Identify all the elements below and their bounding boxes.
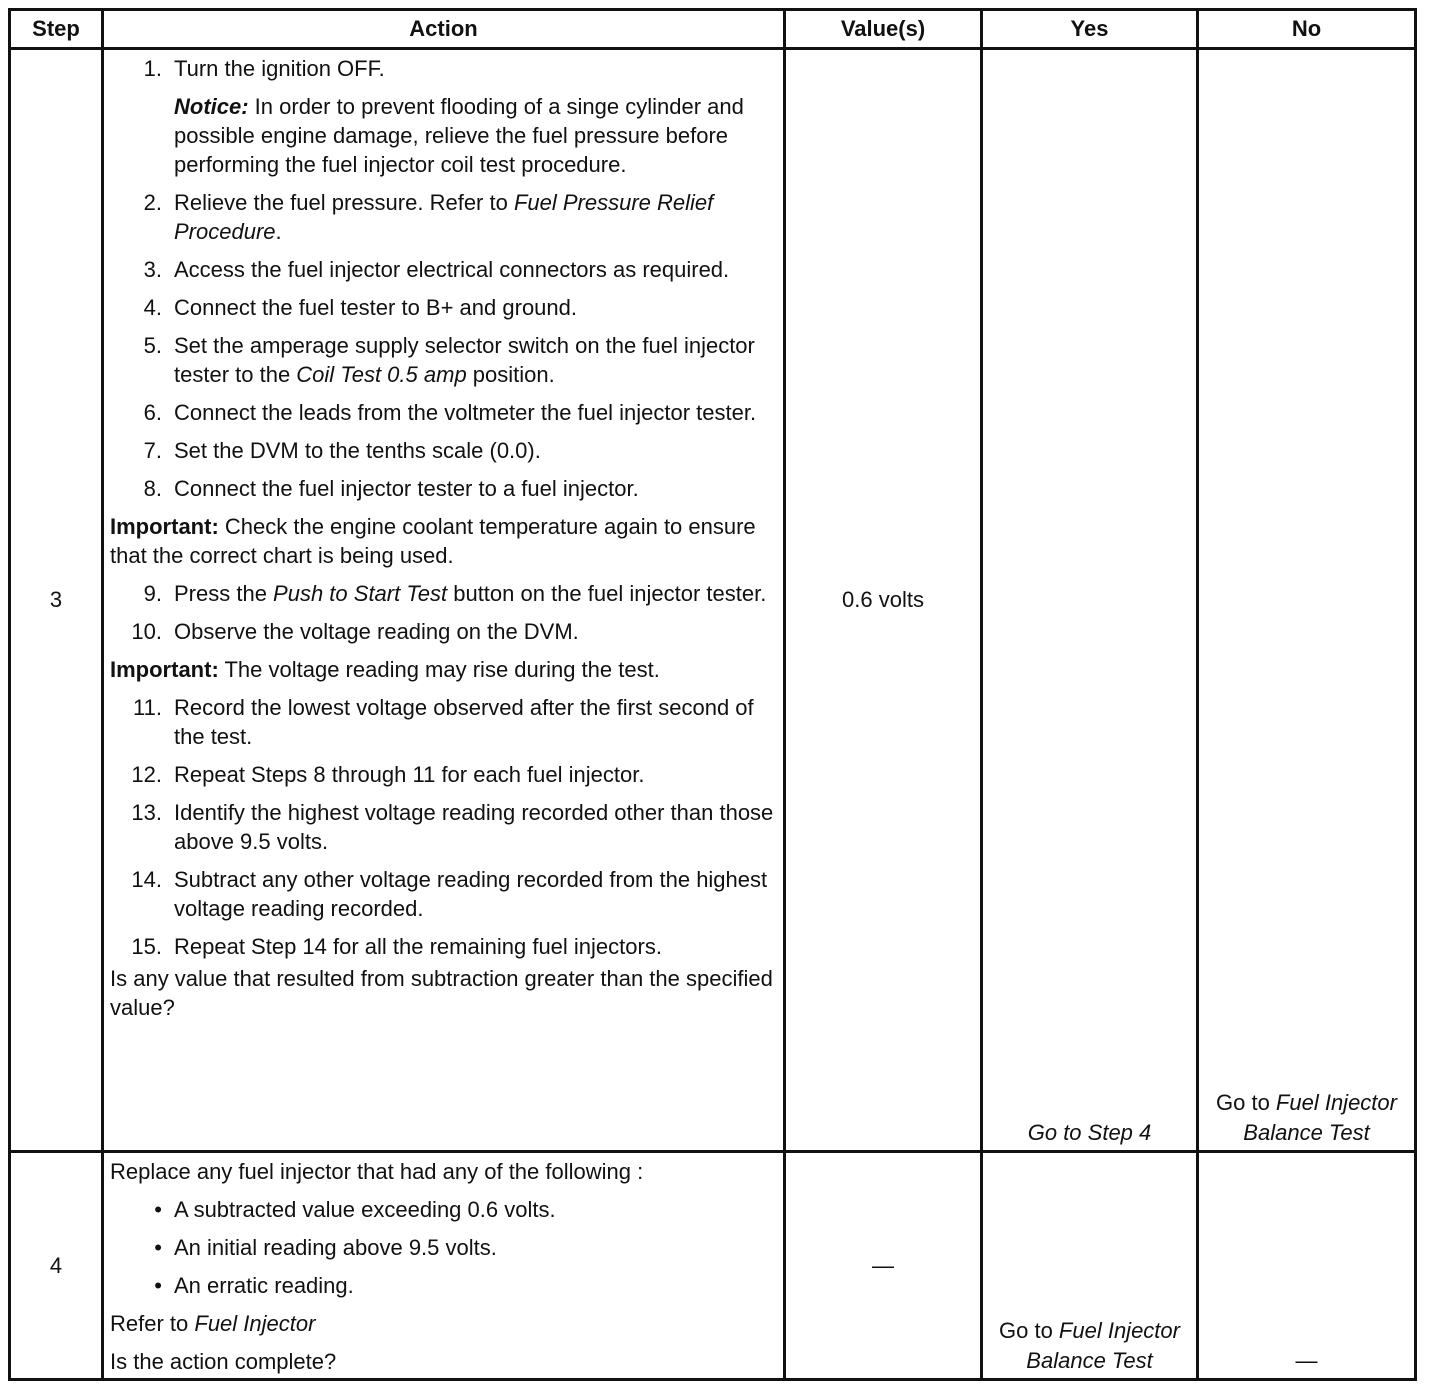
action-cell (103, 49, 785, 1152)
item-number: 2. (143, 190, 162, 215)
notice-block (174, 92, 777, 179)
item-text: Set the amperage supply selector switch on the fuel injector tester to the (174, 333, 755, 387)
list-item (110, 617, 777, 646)
important-text: Check the engine coolant temperature again to ensure that the correct chart is being used. (110, 514, 756, 568)
list-item (110, 693, 777, 751)
list-item (110, 398, 777, 427)
item-number: 7. (143, 438, 162, 463)
reference-link: Fuel Pressure Relief Procedure (174, 190, 714, 244)
item-number: 6. (143, 400, 162, 425)
item-number: 15. (131, 934, 162, 959)
item-text: Connect the fuel tester to B+ and ground. (174, 295, 577, 320)
item-number: 14. (131, 867, 162, 892)
question-text: Is any value that resulted from subtraction greater than the specified value? (110, 966, 773, 1020)
value-cell: — (785, 1152, 982, 1380)
list-item (110, 760, 777, 789)
yes-link[interactable]: Fuel Injector Balance Test (1026, 1318, 1180, 1373)
item-number: 13. (131, 800, 162, 825)
bullet-item (110, 1271, 777, 1300)
item-text: Record the lowest voltage observed after the first second of the test. (174, 695, 754, 749)
important-block (110, 655, 777, 684)
header-row (10, 10, 1416, 49)
list-item (110, 255, 777, 284)
header-values: Value(s) (785, 10, 982, 49)
header-action: Action (103, 10, 785, 49)
bullet-item (110, 1195, 777, 1224)
yes-cell (982, 1152, 1198, 1380)
item-text: Turn the ignition OFF. (174, 56, 385, 81)
bullet-item (110, 1233, 777, 1262)
bullet-icon: • (154, 1273, 162, 1298)
no-link[interactable]: Fuel Injector Balance Test (1243, 1090, 1397, 1145)
no-cell (1198, 49, 1416, 1152)
refer-link[interactable]: Fuel Injector (194, 1311, 316, 1336)
item-number: 11. (133, 695, 162, 720)
item-text: Repeat Steps 8 through 11 for each fuel injector. (174, 762, 645, 787)
item-number: 9. (143, 581, 162, 606)
yes-cell (982, 49, 1198, 1152)
item-text-end: position. (466, 362, 555, 387)
reference-term: Coil Test 0.5 amp (296, 362, 467, 387)
refer-prefix: Refer to (110, 1311, 195, 1336)
list-item (110, 474, 777, 503)
item-text: Identify the highest voltage reading recorded other than those above 9.5 volts. (174, 800, 774, 854)
item-text: Subtract any other voltage reading recorded from the highest voltage reading recorded. (174, 867, 768, 921)
notice-label: Notice: (174, 94, 249, 119)
table-row-step-4 (10, 1152, 1416, 1380)
item-number: 3. (143, 257, 162, 282)
item-number: 4. (143, 295, 162, 320)
value-cell: 0.6 volts (785, 49, 982, 1152)
table-row-step-3 (10, 49, 1416, 1152)
item-number: 1. (143, 56, 162, 81)
list-item (110, 54, 777, 83)
question-text: Is the action complete? (110, 1349, 337, 1374)
yes-link[interactable]: Go to Step 4 (1027, 1120, 1152, 1145)
header-no: No (1198, 10, 1416, 49)
important-text: The voltage reading may rise during the test. (218, 657, 660, 682)
item-number: 10. (131, 619, 162, 644)
item-text: Set the DVM to the tenths scale (0.0). (174, 438, 541, 463)
item-text: Connect the leads from the voltmeter the fuel injector tester. (174, 400, 757, 425)
header-step: Step (10, 10, 103, 49)
no-prefix: Go to (1216, 1090, 1276, 1115)
list-item (110, 293, 777, 322)
diagnostic-table (8, 8, 1417, 1381)
reference-term: Push to Start Test (273, 581, 448, 606)
header-yes: Yes (982, 10, 1198, 49)
item-text: Press the (174, 581, 274, 606)
item-number: 8. (143, 476, 162, 501)
list-item (110, 331, 777, 389)
action-cell (103, 1152, 785, 1380)
bullet-text: An erratic reading. (174, 1273, 354, 1298)
no-cell: — (1198, 1152, 1416, 1380)
important-block (110, 512, 777, 570)
yes-prefix: Go to (999, 1318, 1059, 1343)
intro-text: Replace any fuel injector that had any of the following : (110, 1159, 644, 1184)
important-label: Important: (110, 657, 219, 682)
item-text-end: . (275, 219, 282, 244)
item-text: Observe the voltage reading on the DVM. (174, 619, 579, 644)
item-text: Connect the fuel injector tester to a fuel injector. (174, 476, 639, 501)
list-item (110, 798, 777, 856)
item-text: Access the fuel injector electrical connectors as required. (174, 257, 730, 282)
list-item (110, 436, 777, 465)
list-item (110, 865, 777, 923)
list-item (110, 188, 777, 246)
item-text: Repeat Step 14 for all the remaining fuel injectors. (174, 934, 662, 959)
step-number: 3 (10, 49, 103, 1152)
item-text: Relieve the fuel pressure. Refer to (174, 190, 514, 215)
notice-text: In order to prevent flooding of a singe cylinder and possible engine damage, relieve the fuel pressure before performing the fuel injector coil test procedure. (174, 94, 744, 177)
bullet-text: A subtracted value exceeding 0.6 volts. (174, 1197, 556, 1222)
bullet-icon: • (154, 1197, 162, 1222)
important-label: Important: (110, 514, 219, 539)
list-item (110, 579, 777, 608)
refer-line (110, 1309, 777, 1338)
bullet-text: An initial reading above 9.5 volts. (174, 1235, 497, 1260)
item-number: 5. (143, 333, 162, 358)
bullet-icon: • (154, 1235, 162, 1260)
item-number: 12. (131, 762, 162, 787)
step-number: 4 (10, 1152, 103, 1380)
item-text-end: button on the fuel injector tester. (447, 581, 767, 606)
list-item (110, 932, 777, 961)
